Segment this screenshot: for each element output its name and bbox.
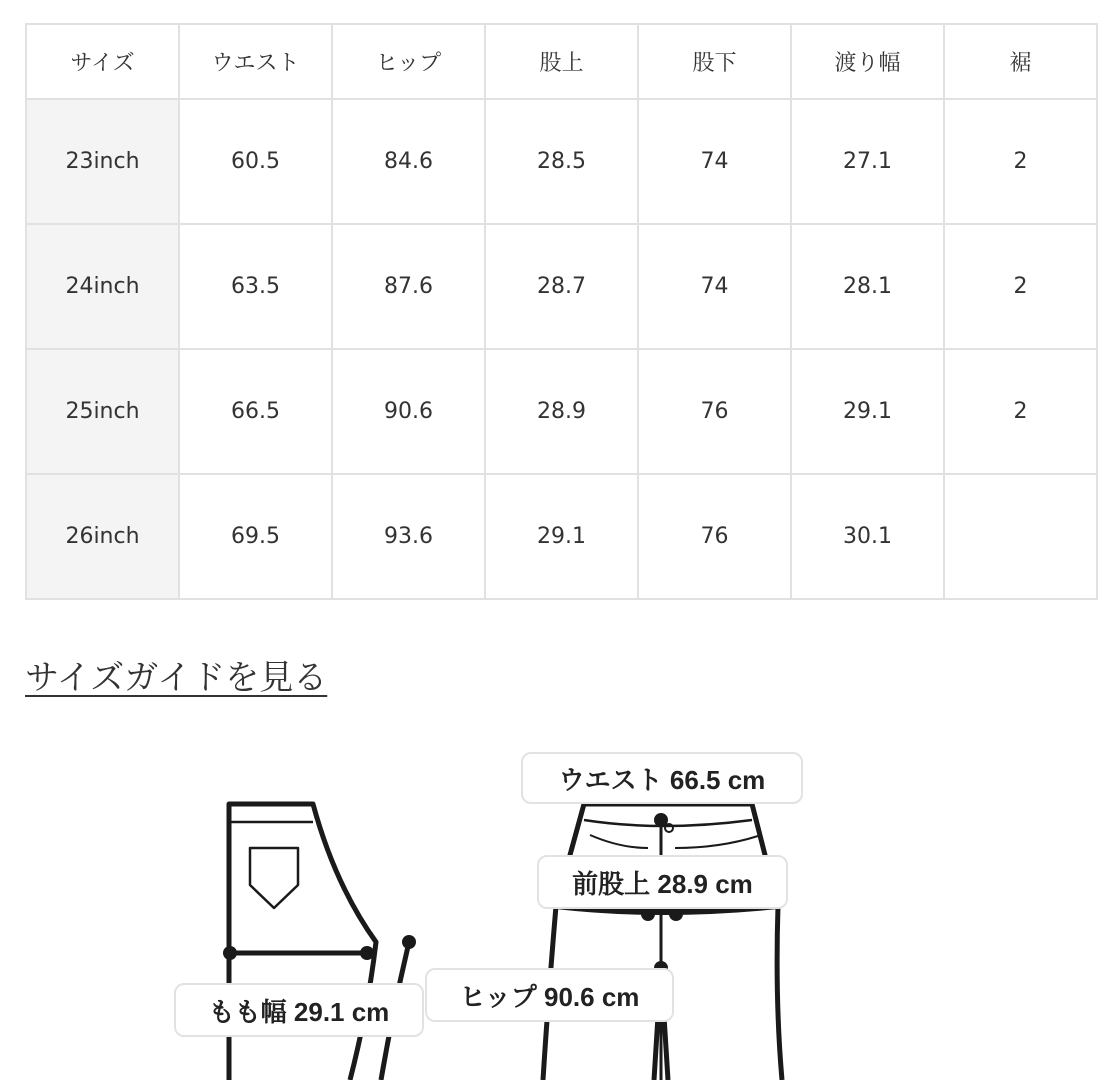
header-hip: ヒップ [332, 24, 485, 99]
table-cell: 93.6 [332, 474, 485, 599]
size-cell: 23inch [26, 99, 179, 224]
thigh-width-measurement-label: もも幅 29.1 cm [174, 983, 424, 1037]
table-cell: 74 [638, 224, 791, 349]
table-cell [944, 474, 1097, 599]
hip-measurement-label: ヒップ 90.6 cm [425, 968, 674, 1022]
table-header-row [26, 24, 1097, 99]
size-cell: 26inch [26, 474, 179, 599]
header-inseam: 股下 [638, 24, 791, 99]
table-cell: 66.5 [179, 349, 332, 474]
table-cell: 27.1 [791, 99, 944, 224]
table-cell: 90.6 [332, 349, 485, 474]
header-hem-width: 裾 [944, 24, 1097, 99]
table-row [26, 474, 1097, 599]
front-rise-measurement-label: 前股上 28.9 cm [537, 855, 788, 909]
waist-measurement-label: ウエスト 66.5 cm [521, 752, 803, 804]
table-row [26, 349, 1097, 474]
table-cell: 69.5 [179, 474, 332, 599]
table-cell: 60.5 [179, 99, 332, 224]
size-cell: 24inch [26, 224, 179, 349]
table-cell: 29.1 [485, 474, 638, 599]
size-guide-link[interactable]: サイズガイドを見る [25, 658, 328, 698]
size-table [25, 23, 1098, 600]
header-size: サイズ [26, 24, 179, 99]
pants-measurement-diagram [0, 720, 1011, 1080]
table-cell: 30.1 [791, 474, 944, 599]
size-cell: 25inch [26, 349, 179, 474]
header-rise: 股上 [485, 24, 638, 99]
table-cell: 74 [638, 99, 791, 224]
header-waist: ウエスト [179, 24, 332, 99]
size-table-container[interactable] [25, 23, 1032, 603]
table-cell: 2 [944, 224, 1097, 349]
table-cell: 76 [638, 349, 791, 474]
table-cell: 28.5 [485, 99, 638, 224]
table-cell: 28.7 [485, 224, 638, 349]
header-thigh-width: 渡り幅 [791, 24, 944, 99]
thigh-markers [223, 935, 416, 960]
table-cell: 2 [944, 349, 1097, 474]
table-cell: 84.6 [332, 99, 485, 224]
table-row [26, 224, 1097, 349]
back-pocket-icon [250, 848, 298, 908]
table-cell: 28.9 [485, 349, 638, 474]
table-cell: 87.6 [332, 224, 485, 349]
table-cell: 76 [638, 474, 791, 599]
table-cell: 29.1 [791, 349, 944, 474]
table-cell: 2 [944, 99, 1097, 224]
pants-side-view-drawing [229, 804, 409, 1080]
table-cell: 28.1 [791, 224, 944, 349]
table-cell: 63.5 [179, 224, 332, 349]
table-row [26, 99, 1097, 224]
